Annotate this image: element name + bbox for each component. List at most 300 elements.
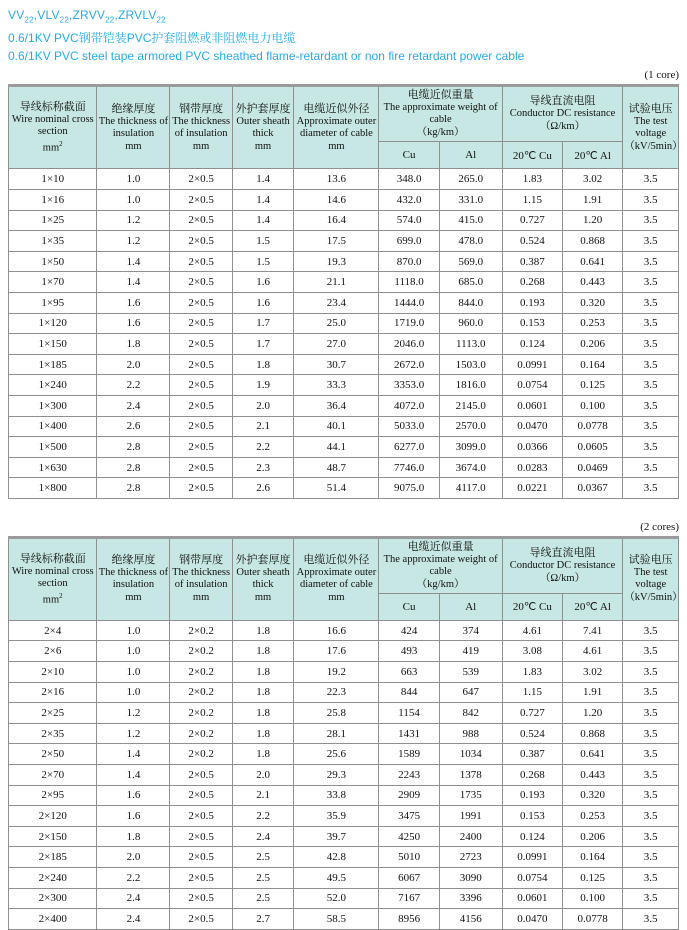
table-cell: 5033.0 xyxy=(379,416,439,437)
header-zh: 导线直流电阻 xyxy=(529,546,596,559)
header-unit: （kV/5min） xyxy=(624,140,683,152)
table-cell: 1.4 xyxy=(232,189,294,210)
table-cell: 574.0 xyxy=(379,210,439,231)
header-en: The thickness of insulation xyxy=(98,567,169,591)
table-cell: 1×300 xyxy=(9,395,97,416)
table-cell: 49.5 xyxy=(294,868,379,889)
table-cell: 2.1 xyxy=(232,416,294,437)
table-cell: 14.6 xyxy=(294,189,379,210)
table-cell: 33.3 xyxy=(294,375,379,396)
table-cell: 1.83 xyxy=(502,662,562,683)
table-cell: 0.320 xyxy=(563,785,623,806)
table-cell: 1.0 xyxy=(97,662,170,683)
table-cell: 2.6 xyxy=(97,416,170,437)
table-cell: 3.5 xyxy=(623,909,679,930)
subcol-resistance-cu: 20℃ Cu xyxy=(502,142,562,169)
table-cell: 1.8 xyxy=(232,662,294,683)
table-cell: 3396 xyxy=(439,888,502,909)
table-cell: 25.8 xyxy=(294,703,379,724)
table-cell: 1.7 xyxy=(232,334,294,355)
table-cell: 2×0.2 xyxy=(170,703,232,724)
table-cell: 2×0.5 xyxy=(170,334,232,355)
table-row xyxy=(9,354,679,375)
table-cell: 0.125 xyxy=(563,375,623,396)
table-cell: 1378 xyxy=(439,765,502,786)
header-unit: mm xyxy=(125,140,142,152)
table-cell: 1.9 xyxy=(232,375,294,396)
header-unit xyxy=(10,138,95,155)
header-zh: 外护套厚度 xyxy=(235,102,291,115)
table-cell: 1.6 xyxy=(97,785,170,806)
table-cell: 2243 xyxy=(379,765,439,786)
table-cell: 0.268 xyxy=(502,272,562,293)
table-cell: 1.91 xyxy=(563,189,623,210)
table-cell: 3.5 xyxy=(623,806,679,827)
col-header-outer-diameter xyxy=(294,537,379,620)
table-cell: 3475 xyxy=(379,806,439,827)
table-row xyxy=(9,868,679,889)
table-cell: 0.727 xyxy=(502,703,562,724)
table-cell: 478.0 xyxy=(439,231,502,252)
subcol-weight-al: Al xyxy=(439,593,502,620)
table-cell: 2.3 xyxy=(232,457,294,478)
table-cell: 0.387 xyxy=(502,744,562,765)
table-cell: 3.02 xyxy=(563,662,623,683)
table-cell: 424 xyxy=(379,620,439,641)
header-en: Outer sheath thick xyxy=(236,567,290,591)
header-zh: 电缆近似重量 xyxy=(407,89,474,102)
header-zh: 绝缘厚度 xyxy=(111,554,156,567)
table-cell: 7167 xyxy=(379,888,439,909)
table-cell: 3.5 xyxy=(623,868,679,889)
table-cell: 960.0 xyxy=(439,313,502,334)
table-cell: 1.4 xyxy=(97,744,170,765)
table-cell: 1×630 xyxy=(9,457,97,478)
col-header-outer-diameter xyxy=(294,86,379,169)
table-cell: 2×185 xyxy=(9,847,97,868)
header-unit: （kV/5min） xyxy=(624,592,683,604)
table-cell: 2×0.5 xyxy=(170,478,232,499)
table-cell: 2×0.5 xyxy=(170,169,232,190)
table-cell: 1×95 xyxy=(9,292,97,313)
table-cell: 2×0.5 xyxy=(170,354,232,375)
table-cell: 1.20 xyxy=(563,210,623,231)
col-header-cross-section xyxy=(9,537,97,620)
header-zh: 导线标称截面 xyxy=(19,101,86,114)
table-cell: 0.868 xyxy=(563,723,623,744)
table-cell: 17.5 xyxy=(294,231,379,252)
table-cell: 2×0.2 xyxy=(170,641,232,662)
table-cell: 419 xyxy=(439,641,502,662)
table-cell: 2×25 xyxy=(9,703,97,724)
table-cell: 1154 xyxy=(379,703,439,724)
col-header-steel-tape-thickness xyxy=(170,537,232,620)
table-row xyxy=(9,682,679,703)
table-cell: 0.0469 xyxy=(563,457,623,478)
table-cell: 0.206 xyxy=(563,334,623,355)
table-cell: 2×0.5 xyxy=(170,437,232,458)
table-cell: 0.0605 xyxy=(563,437,623,458)
table-cell: 58.5 xyxy=(294,909,379,930)
header-unit: mm xyxy=(192,592,210,604)
table-cell: 2×0.2 xyxy=(170,682,232,703)
table-cell: 2×50 xyxy=(9,744,97,765)
table-row xyxy=(9,375,679,396)
table-cell: 2×35 xyxy=(9,723,97,744)
table-cell: 4117.0 xyxy=(439,478,502,499)
header-en: Conductor DC resistance xyxy=(509,559,616,571)
table-cell: 3.5 xyxy=(623,457,679,478)
table-cell: 1.0 xyxy=(97,641,170,662)
header-unit: （kg/km） xyxy=(416,127,465,139)
product-title-english: 0.6/1KV PVC steel tape armored PVC sheathed flame-retardant or non fire retardant power cable xyxy=(8,49,525,64)
header-en: The test voltage xyxy=(633,567,668,591)
table-cell: 2×400 xyxy=(9,909,97,930)
table-cell: 17.6 xyxy=(294,641,379,662)
table-cell: 1.2 xyxy=(97,210,170,231)
table-cell: 2.4 xyxy=(97,395,170,416)
table-cell: 2×300 xyxy=(9,888,97,909)
table-cell: 569.0 xyxy=(439,251,502,272)
table-cell: 1×16 xyxy=(9,189,97,210)
table-row xyxy=(9,785,679,806)
unit-superscript: 2 xyxy=(59,591,63,600)
table-row xyxy=(9,888,679,909)
table-cell: 348.0 xyxy=(379,169,439,190)
header-zh: 试验电压 xyxy=(628,554,673,567)
table-cell: 2.4 xyxy=(97,909,170,930)
table-cell: 2×0.5 xyxy=(170,847,232,868)
table-cell: 0.0221 xyxy=(502,478,562,499)
table-cell: 1503.0 xyxy=(439,354,502,375)
table-cell: 1.8 xyxy=(232,620,294,641)
table-row xyxy=(9,292,679,313)
table-cell: 1×150 xyxy=(9,334,97,355)
table-cell: 2×0.5 xyxy=(170,457,232,478)
table-cell: 48.7 xyxy=(294,457,379,478)
table-cell: 432.0 xyxy=(379,189,439,210)
table-cell: 1.91 xyxy=(563,682,623,703)
table-cell: 2×0.5 xyxy=(170,231,232,252)
spec-table-1-core xyxy=(8,84,683,499)
spec-table-2-cores xyxy=(8,536,683,930)
table-row xyxy=(9,744,679,765)
header-en: Outer sheath thick xyxy=(236,115,290,139)
table-cell: 2×0.5 xyxy=(170,251,232,272)
model-code: ,ZRVV xyxy=(68,8,106,22)
table-cell: 2×0.5 xyxy=(170,806,232,827)
header-en: The test voltage xyxy=(633,115,668,139)
table-row xyxy=(9,395,679,416)
table-cell: 2×150 xyxy=(9,826,97,847)
table-cell: 3.5 xyxy=(623,189,679,210)
header-unit: （Ω/km） xyxy=(539,121,586,133)
table-cell: 2.8 xyxy=(97,437,170,458)
table-cell: 2.0 xyxy=(97,847,170,868)
table-cell: 1.6 xyxy=(232,292,294,313)
table-cell: 2×0.5 xyxy=(170,785,232,806)
table-cell: 2×95 xyxy=(9,785,97,806)
cable-model-codes xyxy=(8,6,679,29)
table-cell: 2570.0 xyxy=(439,416,502,437)
table-cell: 3.5 xyxy=(623,354,679,375)
table-cell: 0.206 xyxy=(563,826,623,847)
table-cell: 0.524 xyxy=(502,723,562,744)
model-code: VV xyxy=(8,8,25,22)
table-cell: 1.15 xyxy=(502,682,562,703)
header-en: Conductor DC resistance xyxy=(509,108,616,120)
table-cell: 1.0 xyxy=(97,189,170,210)
core-count-label-2: (2 cores) xyxy=(640,520,679,533)
table-cell: 265.0 xyxy=(439,169,502,190)
table-cell: 0.125 xyxy=(563,868,623,889)
table-cell: 2×0.5 xyxy=(170,189,232,210)
table-cell: 6277.0 xyxy=(379,437,439,458)
table-cell: 2×0.5 xyxy=(170,375,232,396)
table-cell: 1×10 xyxy=(9,169,97,190)
col-header-approx-weight xyxy=(379,86,502,142)
table-cell: 2×70 xyxy=(9,765,97,786)
header-en: The approximate weight of cable xyxy=(383,553,498,577)
table-cell: 1.5 xyxy=(232,231,294,252)
table-cell: 1×70 xyxy=(9,272,97,293)
header-zh: 外护套厚度 xyxy=(235,554,291,567)
header-zh: 电缆近似外径 xyxy=(303,102,370,115)
table-cell: 685.0 xyxy=(439,272,502,293)
table-cell: 3.5 xyxy=(623,682,679,703)
table-cell: 27.0 xyxy=(294,334,379,355)
header-row-main xyxy=(9,86,679,142)
model-subscript: 22 xyxy=(105,15,115,25)
table-row xyxy=(9,806,679,827)
table-cell: 33.8 xyxy=(294,785,379,806)
table-cell: 1×50 xyxy=(9,251,97,272)
table-row xyxy=(9,826,679,847)
table-cell: 25.0 xyxy=(294,313,379,334)
table-cell: 0.164 xyxy=(563,354,623,375)
table-cell: 2×0.2 xyxy=(170,620,232,641)
table-cell: 3.08 xyxy=(502,641,562,662)
table-cell: 0.164 xyxy=(563,847,623,868)
table-cell: 0.641 xyxy=(563,251,623,272)
table-cell: 29.3 xyxy=(294,765,379,786)
table-row xyxy=(9,416,679,437)
table-cell: 3.5 xyxy=(623,395,679,416)
model-code: ,VLV xyxy=(33,8,60,22)
col-header-cross-section xyxy=(9,86,97,169)
table-cell: 3090 xyxy=(439,868,502,889)
table-cell: 2.5 xyxy=(232,868,294,889)
col-header-insulation-thickness xyxy=(97,537,170,620)
table-cell: 3.5 xyxy=(623,826,679,847)
table-cell: 30.7 xyxy=(294,354,379,375)
table-cell: 9075.0 xyxy=(379,478,439,499)
table-cell: 2.0 xyxy=(97,354,170,375)
table-cell: 0.193 xyxy=(502,785,562,806)
table-cell: 2×0.5 xyxy=(170,868,232,889)
table-cell: 0.0754 xyxy=(502,868,562,889)
table-cell: 19.2 xyxy=(294,662,379,683)
header-unit: mm xyxy=(254,592,272,604)
table-cell: 2×10 xyxy=(9,662,97,683)
table-cell: 2×0.5 xyxy=(170,416,232,437)
table-cell: 3099.0 xyxy=(439,437,502,458)
table-cell: 1.2 xyxy=(97,723,170,744)
table-cell: 3.5 xyxy=(623,437,679,458)
table-row xyxy=(9,723,679,744)
header-en: Wire nominal cross section xyxy=(11,114,94,138)
table-cell: 2×0.5 xyxy=(170,826,232,847)
table-cell: 844 xyxy=(379,682,439,703)
table-cell: 1.83 xyxy=(502,169,562,190)
table-cell: 42.8 xyxy=(294,847,379,868)
table-cell: 3.5 xyxy=(623,620,679,641)
header-en: Approximate outer diameter of cable xyxy=(296,115,377,139)
table-cell: 3.5 xyxy=(623,765,679,786)
table-cell: 1.8 xyxy=(97,826,170,847)
table-cell: 3.5 xyxy=(623,744,679,765)
table-row xyxy=(9,457,679,478)
table-row xyxy=(9,703,679,724)
table-cell: 1118.0 xyxy=(379,272,439,293)
header-unit: mm xyxy=(254,140,272,152)
table-cell: 0.0601 xyxy=(502,395,562,416)
table-cell: 13.6 xyxy=(294,169,379,190)
table-cell: 4.61 xyxy=(563,641,623,662)
col-header-test-voltage xyxy=(623,86,683,169)
table-cell: 2723 xyxy=(439,847,502,868)
table-body-1-core xyxy=(9,169,679,499)
table-cell: 3.5 xyxy=(623,251,679,272)
table-cell: 0.387 xyxy=(502,251,562,272)
table-cell: 2×16 xyxy=(9,682,97,703)
table-cell: 2×120 xyxy=(9,806,97,827)
table-cell: 663 xyxy=(379,662,439,683)
subcol-weight-cu: Cu xyxy=(379,142,439,169)
subcol-resistance-al: 20℃ Al xyxy=(563,593,623,620)
table-cell: 2.0 xyxy=(232,395,294,416)
table-cell: 1.6 xyxy=(97,313,170,334)
unit-superscript: 2 xyxy=(59,140,63,149)
table-cell: 0.524 xyxy=(502,231,562,252)
table-row xyxy=(9,437,679,458)
table-cell: 2×0.5 xyxy=(170,909,232,930)
table-cell: 1.4 xyxy=(97,251,170,272)
table-cell: 2.8 xyxy=(97,478,170,499)
table-cell: 1.8 xyxy=(232,744,294,765)
table-cell: 3.5 xyxy=(623,703,679,724)
table-cell: 3.5 xyxy=(623,641,679,662)
table-cell: 2×0.5 xyxy=(170,210,232,231)
table-row xyxy=(9,272,679,293)
table-cell: 1.2 xyxy=(97,703,170,724)
title-block xyxy=(0,0,687,65)
table-row xyxy=(9,641,679,662)
header-en: The thickness of insulation xyxy=(172,115,231,139)
table-cell: 1.4 xyxy=(97,272,170,293)
table-body-2-cores xyxy=(9,620,679,929)
header-zh: 钢带厚度 xyxy=(179,102,224,115)
table-cell: 3.5 xyxy=(623,292,679,313)
table-cell: 0.0601 xyxy=(502,888,562,909)
table-cell: 1113.0 xyxy=(439,334,502,355)
table-cell: 3353.0 xyxy=(379,375,439,396)
header-unit: mm xyxy=(192,140,210,152)
table-cell: 1×500 xyxy=(9,437,97,458)
col-header-dc-resistance xyxy=(502,537,623,593)
table-cell: 3.5 xyxy=(623,416,679,437)
table-cell: 1×120 xyxy=(9,313,97,334)
table-cell: 1.8 xyxy=(232,723,294,744)
table-cell: 2.5 xyxy=(232,847,294,868)
table-cell: 2.2 xyxy=(232,806,294,827)
table-cell: 0.124 xyxy=(502,826,562,847)
table-cell: 1.8 xyxy=(97,334,170,355)
col-header-test-voltage xyxy=(623,537,683,620)
table-cell: 1.0 xyxy=(97,169,170,190)
model-subscript: 22 xyxy=(156,15,166,25)
table-cell: 0.0366 xyxy=(502,437,562,458)
table-cell: 1.6 xyxy=(97,292,170,313)
table-cell: 52.0 xyxy=(294,888,379,909)
table-row xyxy=(9,909,679,930)
table-cell: 988 xyxy=(439,723,502,744)
table-cell: 2.8 xyxy=(97,457,170,478)
table-row xyxy=(9,662,679,683)
table-cell: 539 xyxy=(439,662,502,683)
table-cell: 2.2 xyxy=(97,868,170,889)
table-cell: 44.1 xyxy=(294,437,379,458)
table-cell: 3.5 xyxy=(623,375,679,396)
table-cell: 3674.0 xyxy=(439,457,502,478)
table-cell: 647 xyxy=(439,682,502,703)
table-cell: 0.443 xyxy=(563,272,623,293)
header-zh: 钢带厚度 xyxy=(179,554,224,567)
table-cell: 0.268 xyxy=(502,765,562,786)
table-cell: 1735 xyxy=(439,785,502,806)
table-cell: 36.4 xyxy=(294,395,379,416)
table-cell: 40.1 xyxy=(294,416,379,437)
model-subscript: 22 xyxy=(59,15,69,25)
table-cell: 4250 xyxy=(379,826,439,847)
table-cell: 0.0470 xyxy=(502,416,562,437)
table-cell: 2×0.2 xyxy=(170,662,232,683)
header-en: Approximate outer diameter of cable xyxy=(296,567,377,591)
product-title-chinese: 0.6/1KV PVC钢带铠装PVC护套阻燃或非阻燃电力电缆 xyxy=(8,31,296,46)
table-cell: 1.5 xyxy=(232,251,294,272)
table-cell: 1×240 xyxy=(9,375,97,396)
table-cell: 2×0.5 xyxy=(170,888,232,909)
table-cell: 842 xyxy=(439,703,502,724)
table-cell: 3.5 xyxy=(623,272,679,293)
table-cell: 331.0 xyxy=(439,189,502,210)
col-header-outer-sheath xyxy=(232,537,294,620)
table-cell: 3.5 xyxy=(623,847,679,868)
table-cell: 0.727 xyxy=(502,210,562,231)
col-header-dc-resistance xyxy=(502,86,623,142)
table-cell: 2672.0 xyxy=(379,354,439,375)
table-cell: 22.3 xyxy=(294,682,379,703)
table-cell: 3.5 xyxy=(623,313,679,334)
table-cell: 3.5 xyxy=(623,888,679,909)
table-row xyxy=(9,169,679,190)
table-cell: 844.0 xyxy=(439,292,502,313)
table-cell: 1589 xyxy=(379,744,439,765)
table-cell: 0.320 xyxy=(563,292,623,313)
table-cell: 3.02 xyxy=(563,169,623,190)
table-cell: 0.0367 xyxy=(563,478,623,499)
table-cell: 0.193 xyxy=(502,292,562,313)
